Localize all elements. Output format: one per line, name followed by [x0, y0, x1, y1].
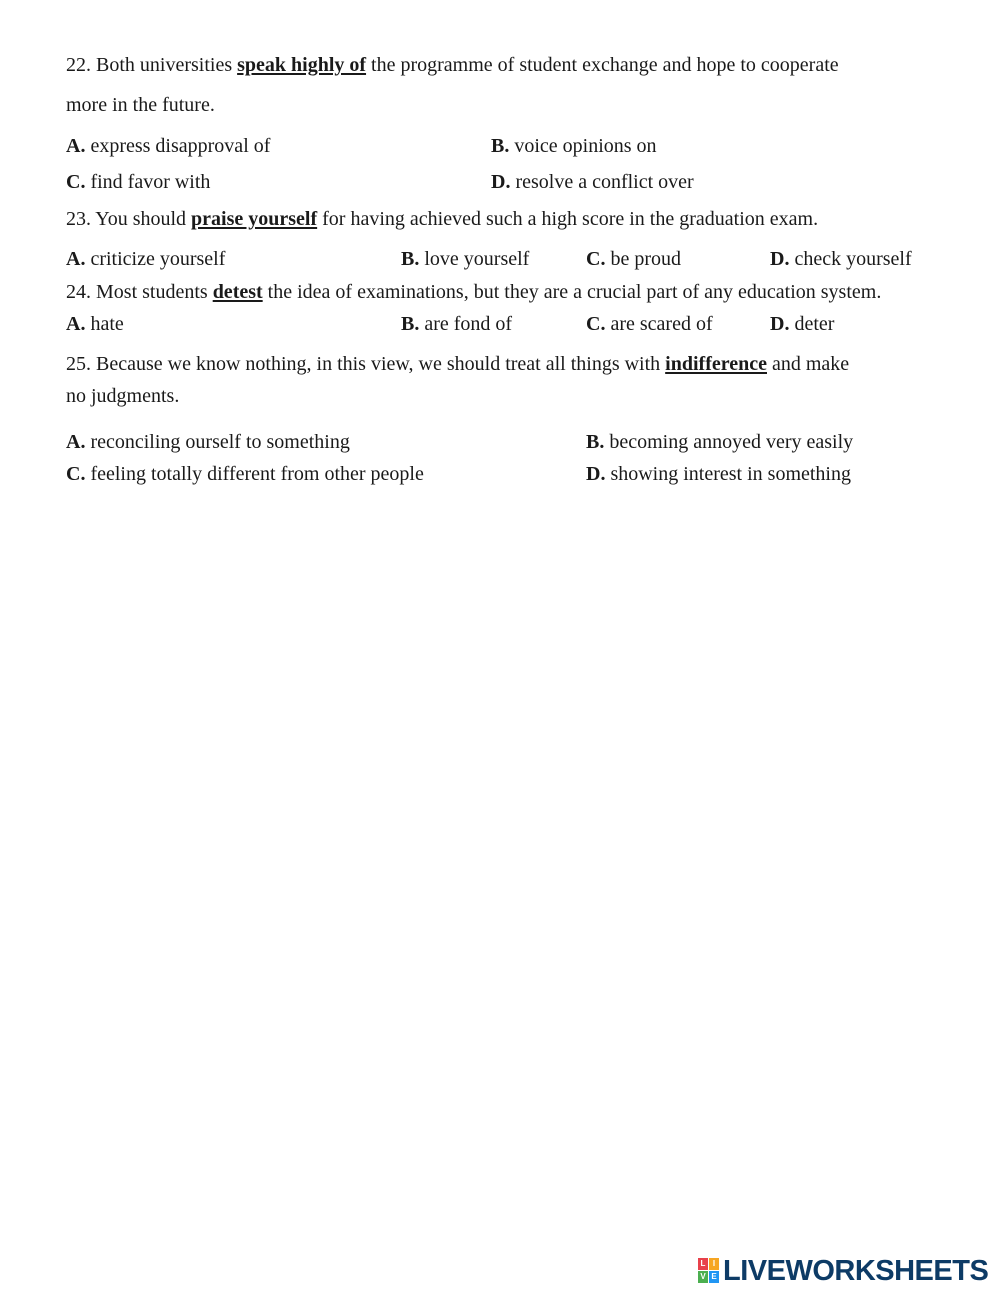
q24-option-a[interactable] — [66, 312, 124, 336]
q23-key-phrase: praise yourself — [191, 208, 318, 230]
option-letter: D. — [770, 313, 790, 335]
q22-option-c[interactable] — [66, 170, 210, 194]
q22-stem-line2: more in the future. — [66, 94, 215, 116]
option-text: feeling totally different from other people — [85, 463, 424, 485]
q25-option-a[interactable] — [66, 430, 350, 454]
option-letter: B. — [586, 431, 605, 453]
option-text: check yourself — [789, 248, 912, 270]
q23-option-b[interactable] — [401, 247, 529, 271]
q25-stem-pre: 25. Because we know nothing, in this view, we should treat all things with — [66, 353, 666, 375]
q22-key-phrase: speak highly of — [237, 54, 367, 76]
option-letter: A. — [66, 248, 86, 270]
q24-key-phrase: detest — [212, 281, 263, 303]
option-letter: D. — [586, 463, 606, 485]
q22-stem-post: the programme of student exchange and hope to cooperate — [366, 54, 839, 76]
q24-stem — [66, 280, 881, 304]
q23-stem-pre: 23. You should — [66, 208, 192, 230]
option-text: voice opinions on — [509, 135, 657, 157]
q22-stem — [66, 53, 839, 77]
option-text: criticize yourself — [85, 248, 226, 270]
q25-stem-post: and make — [767, 353, 850, 375]
q22-option-b[interactable] — [491, 134, 657, 158]
option-text: are scared of — [605, 313, 713, 335]
logo-mark-e: E — [709, 1271, 719, 1283]
q24-stem-pre: 24. Most students — [66, 281, 213, 303]
q23-option-d[interactable] — [770, 247, 912, 271]
logo-mark-l: L — [698, 1258, 708, 1270]
option-letter: D. — [770, 248, 790, 270]
option-text: hate — [85, 313, 124, 335]
option-text: are fond of — [419, 313, 513, 335]
q23-stem-post: for having achieved such a high score in the graduation exam. — [317, 208, 819, 230]
q25-key-phrase: indifference — [665, 353, 767, 375]
q25-stem-line2: no judgments. — [66, 385, 180, 407]
option-text: love yourself — [419, 248, 530, 270]
option-letter: A. — [66, 313, 86, 335]
q22-option-a[interactable] — [66, 134, 270, 158]
q22-option-d[interactable] — [491, 170, 694, 194]
q24-option-b[interactable] — [401, 312, 512, 336]
option-text: becoming annoyed very easily — [604, 431, 854, 453]
option-letter: C. — [586, 248, 606, 270]
option-letter: B. — [401, 313, 420, 335]
logo-mark-i: I — [709, 1258, 719, 1270]
option-letter: A. — [66, 431, 86, 453]
option-text: express disapproval of — [85, 135, 271, 157]
q23-option-a[interactable] — [66, 247, 225, 271]
option-text: showing interest in something — [605, 463, 851, 485]
q22-stem-pre: 22. Both universities — [66, 54, 238, 76]
option-letter: B. — [491, 135, 510, 157]
option-text: find favor with — [85, 171, 211, 193]
q25-stem — [66, 352, 849, 376]
option-text: deter — [789, 313, 835, 335]
logo-mark-v: V — [698, 1271, 708, 1283]
q25-option-b[interactable] — [586, 430, 853, 454]
q25-option-d[interactable] — [586, 462, 851, 486]
q24-option-c[interactable] — [586, 312, 713, 336]
liveworksheets-logo-icon — [698, 1258, 720, 1284]
liveworksheets-logo[interactable] — [698, 1254, 988, 1288]
option-text: be proud — [605, 248, 681, 270]
option-text: reconciling ourself to something — [85, 431, 350, 453]
option-letter: D. — [491, 171, 511, 193]
q24-stem-post: the idea of examinations, but they are a crucial part of any education system. — [262, 281, 882, 303]
q23-option-c[interactable] — [586, 247, 681, 271]
q24-option-d[interactable] — [770, 312, 834, 336]
option-letter: C. — [586, 313, 606, 335]
q23-stem — [66, 207, 818, 231]
option-text: resolve a conflict over — [510, 171, 694, 193]
option-letter: A. — [66, 135, 86, 157]
option-letter: C. — [66, 171, 86, 193]
q25-option-c[interactable] — [66, 462, 424, 486]
option-letter: B. — [401, 248, 420, 270]
option-letter: C. — [66, 463, 86, 485]
logo-text: LIVEWORKSHEETS — [723, 1254, 989, 1287]
